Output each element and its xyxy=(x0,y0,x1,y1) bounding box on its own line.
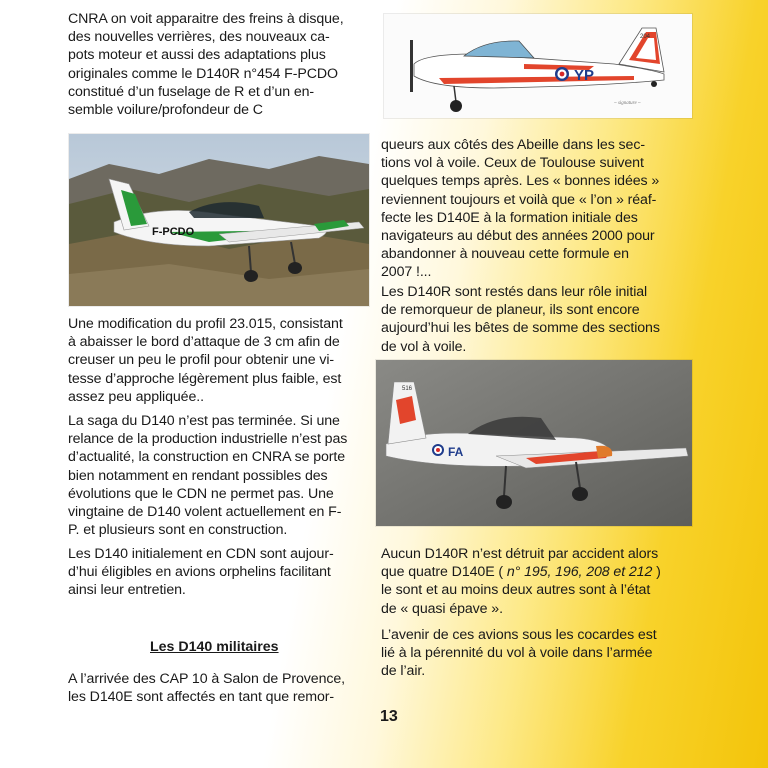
military-intro-paragraph: A l’arrivée des CAP 10 à Salon de Provence, les D140E sont affectés en tant que remor- xyxy=(68,671,345,706)
profile-drawing-image xyxy=(384,14,692,118)
profile-tail-number: 204 xyxy=(640,34,651,40)
role-paragraph: Les D140R sont restés dans leur rôle initial de remorqueur de planeur, ils sont encore aujourd’hui les bêtes de somme des sections de vol à voile. xyxy=(381,284,660,355)
intro-paragraph: CNRA on voit apparaitre des freins à disque, des nouvelles verrières, des nouveaux ca- pots moteur et aussi des adaptations plus originales comme le D140R n°454 F-PCDO constitué d’un fuselage de R et d’un en- semble voilure/profondeur de C xyxy=(68,11,344,119)
accident-paragraph xyxy=(381,545,701,618)
future-paragraph: L’avenir de ces avions sous les cocardes est lié à la pérennité du vol à voile dans l’armée de l’air. xyxy=(381,627,657,680)
military-plane-photo xyxy=(376,360,692,526)
cdn-paragraph: Les D140 initialement en CDN sont aujour- d’hui éligibles en avions orphelins facilitant ainsi leur entretien. xyxy=(68,546,334,599)
military-tail-number: 516 xyxy=(402,386,413,392)
military-code: FA xyxy=(448,445,464,459)
accident-line-4: de « quasi épave ». xyxy=(381,600,503,617)
accident-line-2a: que quatre D140E ( xyxy=(381,564,504,581)
profile-modification-paragraph: Une modification du profil 23.015, consistant à abaisser le bord d’attaque de 3 cm afin de creuser un peu le profil pour obtenir une vi- tesse d’approche légèrement plus faible, est assez peu appliquée.. xyxy=(68,316,343,405)
profile-code: YP xyxy=(574,67,595,84)
green-plane-photo xyxy=(69,134,369,306)
page-number: 13 xyxy=(380,708,398,725)
accident-line-3: le sont et au moins deux autres sont à l’état xyxy=(381,582,651,599)
accident-line-2c: ) xyxy=(652,564,661,581)
accident-line-2 xyxy=(381,563,701,581)
tow-paragraph: queurs aux côtés des Abeille dans les sec- tions vol à voile. Ceux de Toulouse suivent quelques temps après. Les « bonnes idées » reviennent toujours et voilà que « l’on » réaf- fecte les D140E à la formation initiale des navigateurs au début des années 2000 pour abandonner à nouveau cette formule en 2007 !... xyxy=(381,137,660,281)
accident-line-1: Aucun D140R n’est détruit par accident alors xyxy=(381,546,659,562)
accident-aircraft-numbers: n° 195, 196, 208 et 212 xyxy=(503,564,653,581)
svg-text:~ signature ~: ~ signature ~ xyxy=(614,101,641,106)
saga-paragraph: La saga du D140 n’est pas terminée. Si une relance de la production industrielle n’est pas d’actualité, la construction en CNRA se porte bien notamment en rendant possibles des évolutions que le CDN ne permet pas. Une vingtaine de D140 volent actuellement en F- P. et plusieurs sont en construction. xyxy=(68,413,348,539)
military-heading: Les D140 militaires xyxy=(150,639,279,655)
svg-text:F-PCDO: F-PCDO xyxy=(152,226,195,238)
